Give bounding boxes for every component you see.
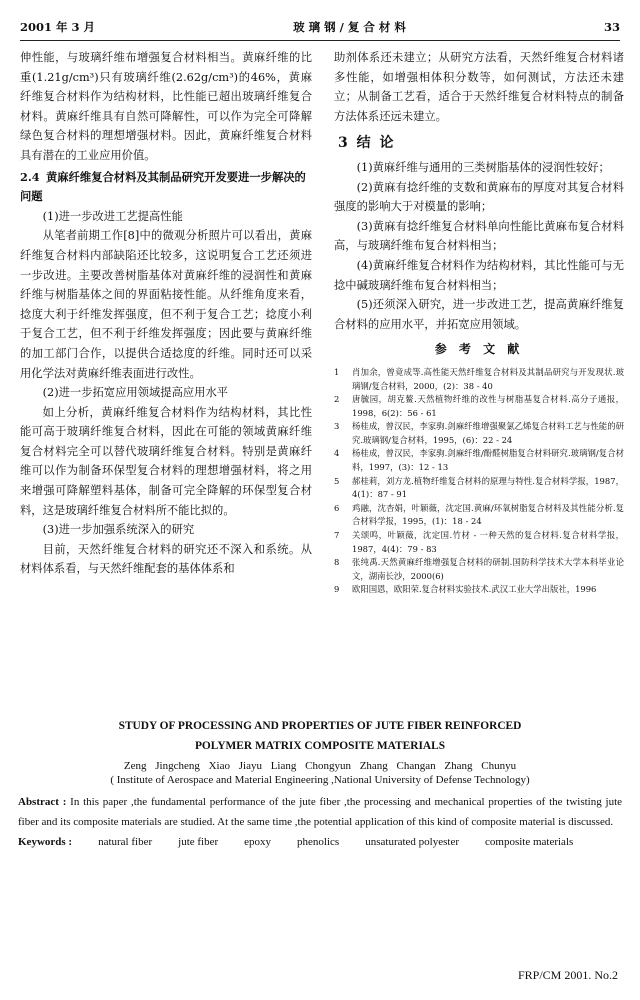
left-column: [20, 48, 312, 579]
reference-item: [334, 583, 624, 597]
keyword: phenolics: [297, 836, 340, 848]
conclusion-item: (1)黄麻纤维与通用的三类树脂基体的浸润性较好；: [356, 160, 610, 174]
item-2-text: 如上分析，黄麻纤维复合材料作为结构材料，其比性能可高于玻璃纤维复合材料，因此在可能的领域黄麻纤维复合材料完全可以替代玻璃纤维复合材料。特别是黄麻纤维可以作为制备环保型复合材料的理想增强材料，将之用来增强可降解塑料基体，制备可完全降解的环保型复合材料，这是玻璃纤维复合材料所不能比拟的。: [20, 405, 312, 517]
reference-item: [334, 447, 624, 474]
item-1-text: 从笔者前期工作[8]中的微观分析照片可以看出，黄麻纤维复合材料内部缺陷还比较多，这说明复合工艺还须进一步改进。主要改善树脂基体对黄麻纤维的浸润性和黄麻纤维与树脂基体之间的界面粘接性能。从纤维角度来看，捻度大利于纤维发挥强度，但不利于复合工艺；捻度小利于复合工艺，但不利于纤维发挥强度；因此要与黄麻纤维的加工部门合作，以提供合适捻度的纤维。同时还可以采用化学法对黄麻纤维表面进行改性。: [20, 229, 312, 380]
item-2-title: (2)进一步拓宽应用领域提高应用水平: [42, 386, 229, 400]
english-abstract: [18, 792, 622, 832]
reference-number: 6: [334, 502, 340, 513]
conclusion-item: (2)黄麻有捻纤维的支数和黄麻布的厚度对其复合材料强度的影响大于对模量的影响；: [334, 180, 624, 214]
page-footer: FRP/CM 2001. No.2: [517, 968, 618, 982]
intro-paragraph: 伸性能，与玻璃纤维布增强复合材料相当。黄麻纤维的比重(1.21g/cm³)只有玻璃纤维(2.62g/cm³)的46%，黄麻纤维复合材料作为结构材料，比性能已超出玻璃纤维复合材料。黄麻纤维具有自然可降解性，可以作为完全可降解绿色复合材料的理想增强材料。因此，黄麻纤维复合材料具有潜在的工业应用价值。: [20, 51, 312, 162]
conclusion-item: (4)黄麻纤维复合材料作为结构材料，其比性能可与无捻中碱玻璃纤维布复合材料相当；: [334, 258, 624, 292]
reference-text: 杨桂成，曾汉民，李家驹.剑麻纤维增强聚氯乙烯复合材料工艺与性能的研究.玻璃钢/复合材料，1995，(6)：22 - 24: [352, 421, 624, 445]
keyword: natural fiber: [98, 836, 153, 848]
reference-item: [334, 420, 624, 447]
right-column: [334, 48, 624, 597]
reference-number: 1: [334, 366, 340, 377]
continuation-paragraph: 助剂体系还未建立；从研究方法看，天然纤维复合材料诸多性能，如增强相体积分数等，如何测试，方法还未建立；从制备工艺看，适合于天然纤维复合材料特点的制备方法体系还远未建立。: [334, 51, 624, 123]
section-number: 2.4: [20, 169, 40, 184]
reference-number: 4: [334, 448, 340, 459]
reference-item: [334, 529, 624, 556]
abstract-label: Abstract :: [18, 796, 67, 808]
reference-text: 杨桂成，曾汉民，李家驹.剑麻纤维/酚醛树脂复合材料研究.玻璃钢/复合材料，1997，(3)：12 - 13: [352, 448, 624, 473]
reference-number: 3: [334, 421, 340, 432]
reference-number: 9: [334, 584, 340, 595]
reference-item: [334, 502, 624, 529]
item-3-text: 目前，天然纤维复合材料的研究还不深入和系统。从材料体系看，与天然纤维配套的基体体系和: [20, 542, 312, 576]
reference-item: [334, 366, 624, 393]
references-heading: 参 考 文 献: [434, 342, 524, 357]
conclusion-item: (5)还须深入研究，进一步改进工艺，提高黄麻纤维复合材料的应用水平，并拓宽应用领域。: [334, 298, 624, 331]
english-institution: ( Institute of Aerospace and Material Engineering ,National University of Defense Technology): [110, 774, 530, 786]
reference-text: 欧阳国恩，欧阳荣.复合材料实验技术.武汉工业大学出版社，1996: [352, 584, 597, 595]
english-title: [18, 716, 622, 756]
reference-number: 5: [334, 475, 340, 486]
keyword: jute fiber: [178, 836, 219, 848]
item-1-title: (1)进一步改进工艺提高性能: [42, 209, 183, 223]
reference-number: 7: [334, 530, 340, 541]
english-title-line: STUDY OF PROCESSING AND PROPERTIES OF JUTE FIBER REINFORCED: [118, 720, 522, 732]
reference-item: [334, 393, 624, 420]
reference-item: [334, 475, 624, 502]
header-journal: 玻 璃 钢 / 复 合 材 料: [293, 20, 406, 34]
english-authors: Zeng Jingcheng Xiao Jiayu Liang Chongyun Zhang Changan Zhang Chunyu: [123, 760, 517, 772]
item-3-title: (3)进一步加强系统深入的研究: [42, 523, 195, 537]
reference-text: 郝桂莉，刘方龙.植物纤维复合材料的原理与特性.复合材料学报，1987，4(1)：87 - 91: [352, 475, 624, 500]
english-abstract-block: [18, 716, 622, 848]
reference-text: 张纯禹.天然黄麻纤维增强复合材料的研制.国防科学技术大学本科毕业论文，湖南长沙，2000(6): [352, 557, 624, 581]
section-title: 黄麻纤维复合材料及其制品研究开发要进一步解决的问题: [20, 169, 306, 204]
keyword: unsaturated polyester: [365, 836, 459, 848]
conclusions-heading: 3 结 论: [338, 135, 396, 152]
english-keywords: [18, 836, 622, 848]
conclusion-item: (3)黄麻有捻纤维复合材料单向性能比黄麻布复合材料高，与玻璃纤维布复合材料相当；: [334, 219, 624, 253]
keyword: epoxy: [244, 836, 272, 848]
reference-text: 唐毓园，胡克鳌.天然植物纤维的改性与树脂基复合材料.高分子通报，1998，6(2)：56 - 61: [352, 394, 624, 418]
header-date: 2001 年 3 月: [20, 20, 96, 34]
section-2-4-heading: [20, 168, 312, 207]
reference-number: 8: [334, 557, 340, 568]
reference-number: 2: [334, 394, 340, 405]
reference-item: [334, 556, 624, 583]
reference-text: 肖加余，曾竟成等.高性能天然纤维复合材料及其制品研究与开发现状.玻璃钢/复合材料，2000，(2)：38 - 40: [352, 366, 624, 391]
reference-text: 鸡融，沈杏娟，叶颖薇，沈定国.黄麻/环氧树脂复合材料及其性能分析.复合材料学报，1995，(1)：18 - 24: [352, 502, 624, 527]
reference-text: 关颂鸣，叶颖薇，沈定国.竹材 - 一种天然的复合材料.复合材料学报，1987，4(4)：79 - 83: [352, 530, 624, 554]
header-page-number: 33: [603, 20, 620, 34]
keyword: composite materials: [485, 836, 574, 848]
page-header: [20, 16, 620, 38]
english-title-line: POLYMER MATRIX COMPOSITE MATERIALS: [194, 740, 446, 752]
abstract-text: In this paper ,the fundamental performance of the jute fiber ,the processing and mechanical properties of the twisting jute fiber and its composite materials are studied. At the same time ,the potential application of this kind of composite material is discussed.: [18, 796, 623, 828]
keywords-label: Keywords :: [18, 836, 73, 848]
header-divider: [20, 40, 620, 41]
